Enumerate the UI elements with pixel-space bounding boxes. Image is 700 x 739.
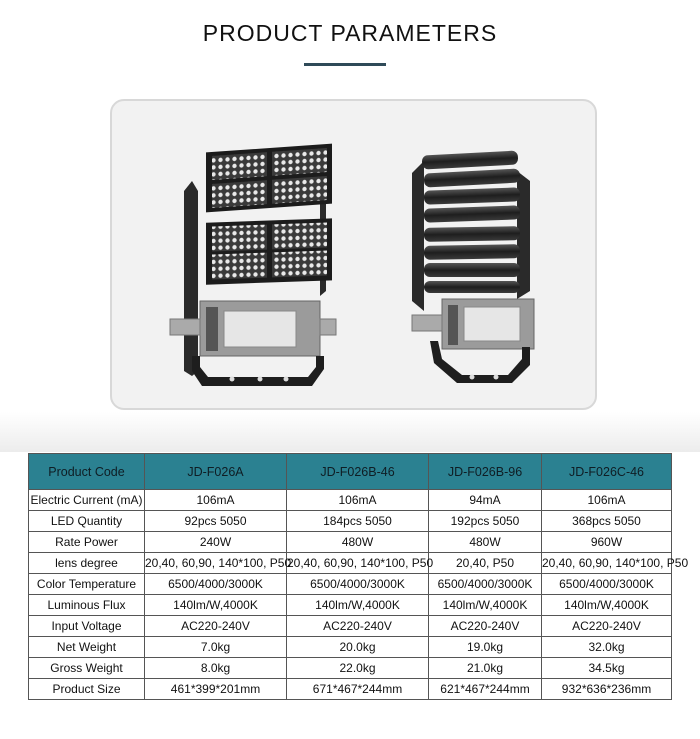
product-parameters-table (28, 453, 689, 700)
table-cell: 240W (145, 532, 287, 553)
table-cell: 140lm/W,4000K (542, 595, 672, 616)
table-cell: AC220-240V (429, 616, 542, 637)
header-model-1: JD-F026A (145, 454, 287, 490)
table-cell: 140lm/W,4000K (145, 595, 287, 616)
table-cell: 6500/4000/3000K (429, 574, 542, 595)
row-label: LED Quantity (29, 511, 145, 532)
page-title: PRODUCT PARAMETERS (202, 20, 498, 46)
table-cell: 92pcs 5050 (145, 511, 287, 532)
row-label: Input Voltage (29, 616, 145, 637)
table-cell: 480W (287, 532, 429, 553)
back-view-fixture (412, 150, 534, 383)
table-cell: 932*636*236mm (542, 679, 672, 700)
table-cell: 106mA (287, 490, 429, 511)
table-cell: AC220-240V (145, 616, 287, 637)
table-row (29, 574, 672, 595)
front-view-fixture (170, 144, 336, 386)
header-model-4: JD-F026C-46 (542, 454, 672, 490)
table-row (29, 553, 672, 574)
table-header-row (29, 454, 672, 490)
table-cell: 671*467*244mm (287, 679, 429, 700)
table-cell: 461*399*201mm (145, 679, 287, 700)
table-cell: AC220-240V (287, 616, 429, 637)
title-underline (304, 63, 386, 66)
table-cell: 184pcs 5050 (287, 511, 429, 532)
table-cell: 192pcs 5050 (429, 511, 542, 532)
table-cell: 140lm/W,4000K (429, 595, 542, 616)
row-label: Rate Power (29, 532, 145, 553)
table-row (29, 616, 672, 637)
table-cell: 960W (542, 532, 672, 553)
table-cell: 32.0kg (542, 637, 672, 658)
table-row (29, 532, 672, 553)
table-cell: 106mA (542, 490, 672, 511)
table-cell: 7.0kg (145, 637, 287, 658)
table-row (29, 679, 672, 700)
table-cell: 480W (429, 532, 542, 553)
table-cell: 22.0kg (287, 658, 429, 679)
table-row (29, 658, 672, 679)
header-product-code: Product Code (29, 454, 145, 490)
row-label: Net Weight (29, 637, 145, 658)
table-cell: 106mA (145, 490, 287, 511)
table-cell: 20,40, 60,90, 140*100, P50 (287, 553, 429, 574)
table-cell: 6500/4000/3000K (287, 574, 429, 595)
table-cell: 140lm/W,4000K (287, 595, 429, 616)
table-row (29, 511, 672, 532)
table-cell: 21.0kg (429, 658, 542, 679)
header-model-2: JD-F026B-46 (287, 454, 429, 490)
table-cell: 6500/4000/3000K (145, 574, 287, 595)
table-row (29, 637, 672, 658)
table-cell: 94mA (429, 490, 542, 511)
table-cell: 8.0kg (145, 658, 287, 679)
row-label: Product Size (29, 679, 145, 700)
table-cell: 20.0kg (287, 637, 429, 658)
row-label: Color Temperature (29, 574, 145, 595)
row-label: Luminous Flux (29, 595, 145, 616)
table-row (29, 490, 672, 511)
table-cell: 621*467*244mm (429, 679, 542, 700)
table-cell: 20,40, 60,90, 140*100, P50 (542, 553, 672, 574)
section-divider-gradient (0, 412, 700, 452)
table-row (29, 595, 672, 616)
table-cell: 6500/4000/3000K (542, 574, 672, 595)
table-cell: AC220-240V (542, 616, 672, 637)
table-cell: 34.5kg (542, 658, 672, 679)
product-photo-card (110, 99, 597, 410)
row-label: lens degree (29, 553, 145, 574)
header-model-3: JD-F026B-96 (429, 454, 542, 490)
table-cell: 19.0kg (429, 637, 542, 658)
floodlight-product-image (112, 101, 595, 408)
table-cell: 20,40, 60,90, 140*100, P50 (145, 553, 287, 574)
table-cell: 368pcs 5050 (542, 511, 672, 532)
table-cell: 20,40, P50 (429, 553, 542, 574)
row-label: Gross Weight (29, 658, 145, 679)
row-label: Electric Current (mA) (29, 490, 145, 511)
